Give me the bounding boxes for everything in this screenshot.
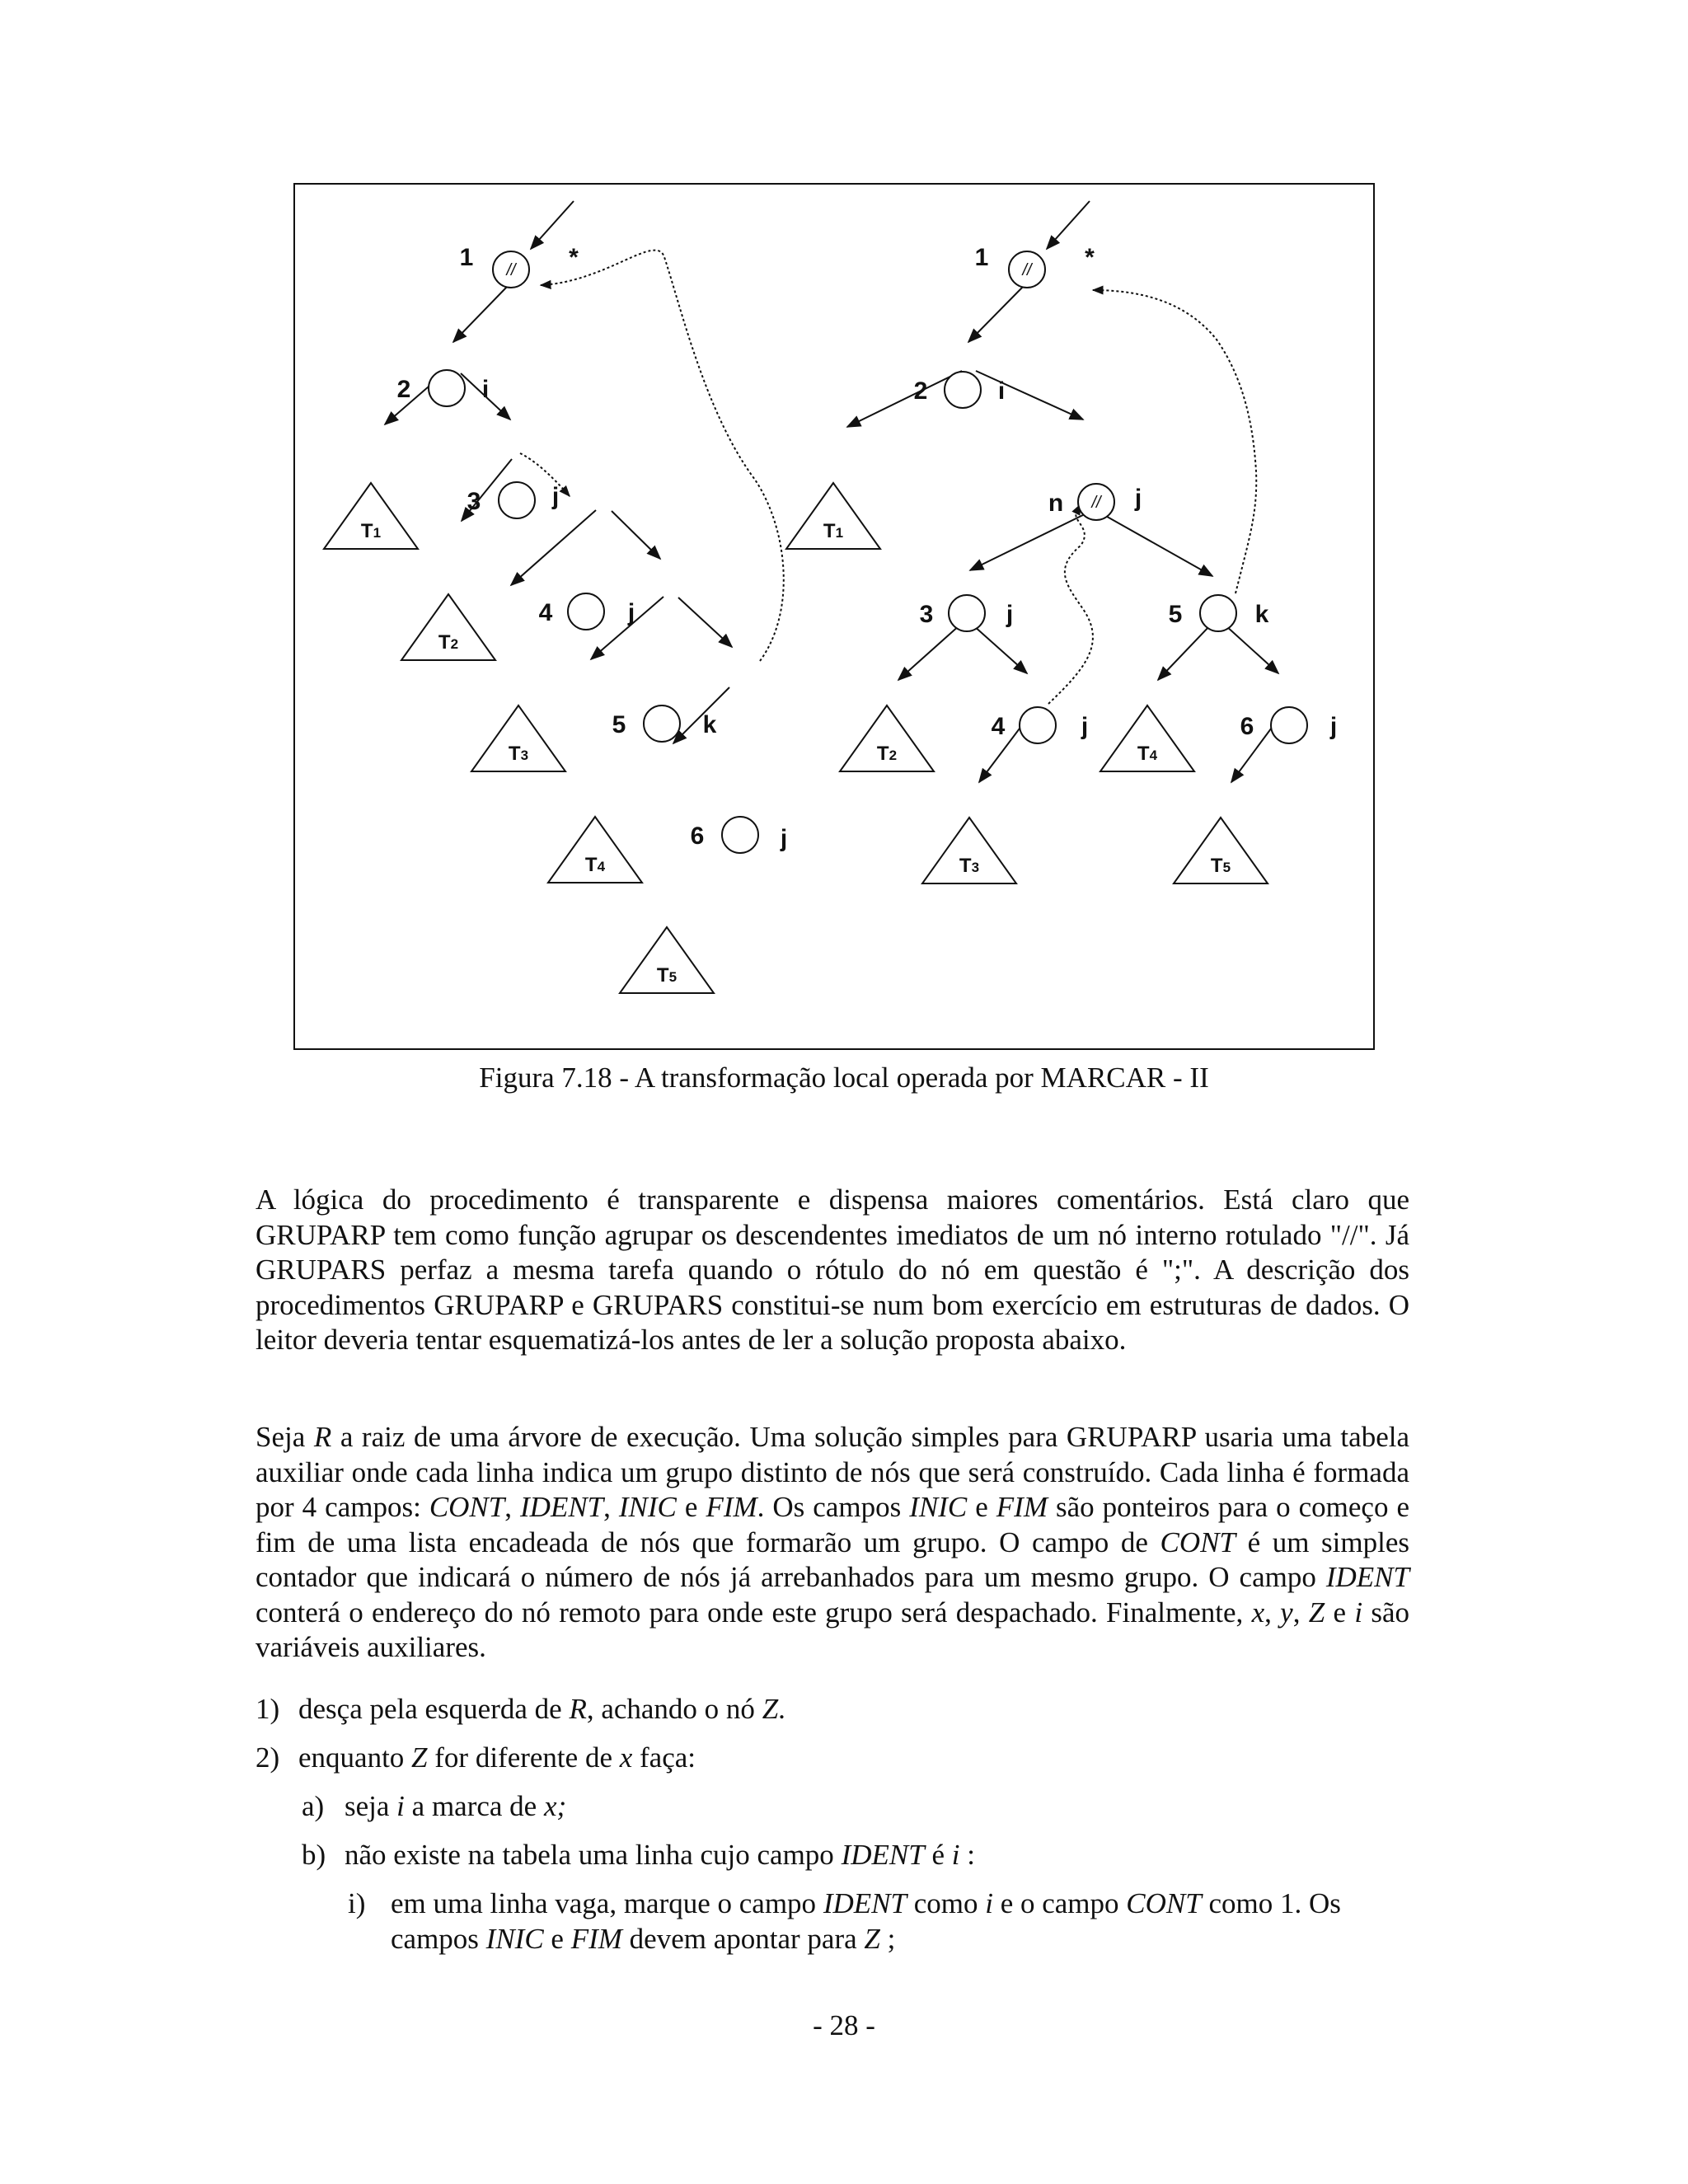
node-1-label: // [506, 261, 516, 279]
node-n-label: // [1091, 494, 1101, 512]
left-node-5 [612, 705, 717, 742]
node-3-id: 3 [467, 488, 481, 515]
node-2-id: 2 [396, 376, 411, 403]
right-subtree-t1 [786, 483, 880, 549]
step-2b-i: i) em uma linha vaga, marque o campo IDENT como i e o campo CONT como 1. Os campos INIC e FIM devem apontar para Z ; [348, 1887, 1341, 1955]
svg-text:T1: T1 [823, 520, 844, 542]
node-n-mark: j [1134, 485, 1142, 512]
left-node-6 [691, 817, 788, 853]
right-node-5 [1169, 595, 1269, 631]
right-node-1 [975, 244, 1095, 288]
right-node-3 [920, 595, 1014, 631]
svg-text:T2: T2 [876, 743, 898, 765]
node-5-mark: k [702, 711, 717, 738]
svg-text:T3: T3 [508, 743, 529, 765]
node-1-id: 1 [459, 244, 474, 271]
node-5-id: 5 [1168, 601, 1183, 628]
step-2b: b) não existe na tabela uma linha cujo campo IDENT é i : [302, 1839, 975, 1871]
svg-text:T4: T4 [584, 854, 606, 876]
node-5-mark: k [1254, 601, 1269, 628]
svg-text:T2: T2 [438, 631, 459, 654]
svg-text:T3: T3 [959, 855, 980, 877]
paragraph-2: Seja R a raiz de uma árvore de execução. Uma solução simples para GRUPARP usaria uma tabela auxiliar onde cada linha indica um grupo distinto de nós que será construído. Cada linha é formada por 4 campos: CONT, IDENT, INIC e FIM. Os campos INIC e FIM são ponteiros para o começo e fim de uma lista encadeada de nós que formarão um grupo. O campo de CONT é um simples contador que indicará o número de nós já arrebanhados para um mesmo grupo. O campo IDENT conterá o endereço do nó remoto para onde este grupo será despachado. Finalmente, x, y, Z e i são variáveis auxiliares. [256, 1421, 1410, 1663]
node-3-mark: j [551, 483, 560, 510]
left-subtree-t1 [324, 483, 418, 549]
step-2: 2) enquanto Z for diferente de x faça: [256, 1741, 696, 1774]
right-node-6 [1240, 707, 1338, 743]
node-2-mark: i [481, 376, 490, 403]
node-1-mark: * [1085, 244, 1095, 271]
svg-text:T1: T1 [360, 520, 382, 542]
figure-7-18 [293, 183, 1375, 1050]
node-n-id: n [1048, 490, 1064, 517]
node-3-mark: j [1006, 601, 1014, 628]
left-tree [385, 201, 732, 743]
left-subtree-t4 [548, 817, 642, 883]
left-node-2 [397, 370, 490, 406]
right-node-4 [992, 707, 1089, 743]
left-node-3 [467, 482, 560, 518]
paragraph-1: A lógica do procedimento é transparente e dispensa maiores comentários. Está claro que GRUPARP tem como função agrupar os descendentes imediatos de um nó interno rotulado "//". Já GRUPARS perfaz a mesma tarefa quando o rótulo do nó em questão é ";". A descrição dos procedimentos GRUPARP e GRUPARS constitui-se num bom exercício em estruturas de dados. O leitor deveria tentar esquematizá-los antes de ler a solução proposta abaixo. [256, 1183, 1409, 1356]
svg-text:T4: T4 [1137, 743, 1158, 765]
node-6-id: 6 [1240, 713, 1254, 740]
node-6-mark: j [1329, 713, 1338, 740]
node-6-id: 6 [690, 823, 705, 850]
right-subtree-t2 [840, 705, 934, 771]
node-5-id: 5 [612, 711, 626, 738]
node-4-id: 4 [538, 599, 553, 626]
node-1-id: 1 [974, 244, 989, 271]
step-2a: a) seja i a marca de x; [302, 1790, 567, 1822]
node-4-mark: j [627, 599, 635, 626]
node-2-id: 2 [913, 377, 928, 405]
right-subtree-t5 [1174, 818, 1268, 883]
step-1: 1) desça pela esquerda de R, achando o nó Z. [256, 1693, 785, 1725]
page-number: - 28 - [813, 2009, 875, 2041]
figure-caption: Figura 7.18 - A transformação local operada por MARCAR - II [479, 1062, 1209, 1094]
left-subtree-t5 [620, 927, 714, 993]
svg-text:T5: T5 [656, 964, 678, 987]
left-subtree-t2 [401, 594, 495, 660]
node-3-id: 3 [919, 601, 934, 628]
right-node-n [1048, 484, 1142, 520]
node-1-label: // [1022, 261, 1032, 279]
left-subtree-t3 [471, 705, 565, 771]
node-2-mark: i [997, 377, 1006, 405]
svg-text:T5: T5 [1210, 855, 1231, 877]
left-node-4 [539, 593, 635, 630]
right-subtree-t3 [922, 818, 1016, 883]
left-node-1 [460, 244, 579, 288]
node-4-id: 4 [991, 713, 1006, 740]
node-6-mark: j [780, 825, 788, 852]
node-1-mark: * [569, 244, 579, 271]
node-4-mark: j [1081, 713, 1089, 740]
right-subtree-t4 [1100, 705, 1194, 771]
left-tree-dotted [520, 251, 784, 661]
